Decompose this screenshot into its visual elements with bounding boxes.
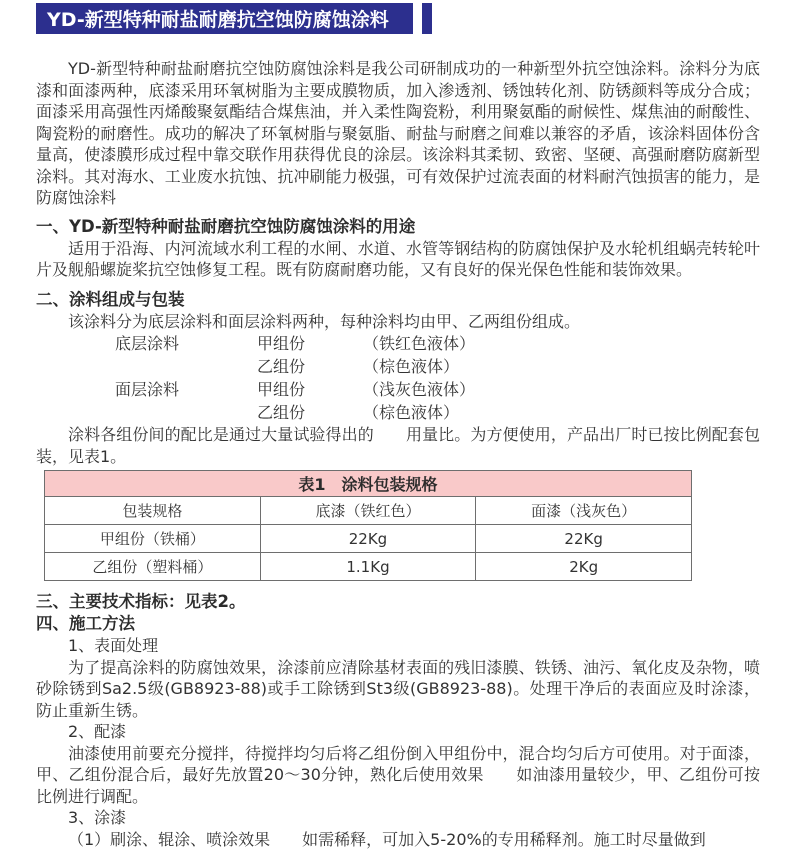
component-part: 乙组份 xyxy=(257,355,363,378)
table-cell: 22Kg xyxy=(260,525,476,553)
table-title: 表1 涂料包装规格 xyxy=(45,471,692,497)
table-row xyxy=(45,525,692,553)
section4-sub2-title: 2、配漆 xyxy=(36,721,760,743)
section2-heading: 二、涂料组成与包装 xyxy=(36,289,760,311)
table-title-row xyxy=(45,471,692,497)
section2-note: 涂料各组份间的配比是通过大量试验得出的 用量比。为方便使用，产品出厂时已按比例配套包装，见表1。 xyxy=(36,424,760,467)
section1-heading: 一、YD-新型特种耐盐耐磨抗空蚀防腐蚀涂料的用途 xyxy=(36,216,760,238)
component-list xyxy=(36,332,760,424)
document-body xyxy=(0,58,796,850)
table-row xyxy=(45,553,692,581)
component-color: （铁红色液体） xyxy=(363,332,475,355)
component-part: 甲组份 xyxy=(257,378,363,401)
component-row xyxy=(36,355,760,378)
table-cell: 22Kg xyxy=(476,525,692,553)
table-header-cell: 包装规格 xyxy=(45,497,261,525)
table-header-row xyxy=(45,497,692,525)
component-layer xyxy=(115,355,257,378)
table-header-cell: 底漆（铁红色） xyxy=(260,497,476,525)
component-color: （棕色液体） xyxy=(363,355,459,378)
table-header-cell: 面漆（浅灰色） xyxy=(476,497,692,525)
document-page xyxy=(0,3,796,835)
section1-body: 适用于沿海、内河流域水利工程的水闸、水道、水管等钢结构的防腐蚀保护及水轮机组蜗壳转轮叶片及舰船螺旋桨抗空蚀修复工程。既有防腐耐磨功能，又有良好的保光保色性能和装饰效果。 xyxy=(36,238,760,281)
component-color: （棕色液体） xyxy=(363,401,459,424)
component-part: 乙组份 xyxy=(257,401,363,424)
component-layer: 面层涂料 xyxy=(115,378,257,401)
section4-sub3-body: （1）刷涂、辊涂、喷涂效果 如需稀释，可加入5-20%的专用稀释剂。施工时尽量做到 xyxy=(36,829,760,850)
component-row xyxy=(36,401,760,424)
section4-sub3-title: 3、涂漆 xyxy=(36,807,760,829)
component-layer: 底层涂料 xyxy=(115,332,257,355)
table-cell: 甲组份（铁桶） xyxy=(45,525,261,553)
section4-heading: 四、施工方法 xyxy=(36,613,760,635)
section3-heading: 三、主要技术指标：见表2。 xyxy=(36,591,760,613)
page-title: YD-新型特种耐盐耐磨抗空蚀防腐蚀涂料 xyxy=(36,3,413,34)
component-layer xyxy=(115,401,257,424)
component-row xyxy=(36,332,760,355)
section4-sub2-body: 油漆使用前要充分搅拌，待搅拌均匀后将乙组份倒入甲组份中，混合均匀后方可使用。对于面漆，甲、乙组份混合后，最好先放置20～30分钟，熟化后使用效果 如油漆用量较少，甲、乙组份可按比例进行调配。 xyxy=(36,743,760,808)
table-cell: 2Kg xyxy=(476,553,692,581)
section4-sub1-body: 为了提高涂料的防腐蚀效果，涂漆前应清除基材表面的残旧漆膜、铁锈、油污、氧化皮及杂物，喷砂除锈到Sa2.5级(GB8923-88)或手工除锈到St3级(GB8923-88)。处理干净后的表面应及时涂漆，防止重新生锈。 xyxy=(36,657,760,722)
component-row xyxy=(36,378,760,401)
intro-paragraph: YD-新型特种耐盐耐磨抗空蚀防腐蚀涂料是我公司研制成功的一种新型外抗空蚀涂料。涂料分为底漆和面漆两种，底漆采用环氧树脂为主要成膜物质，加入渗透剂、锈蚀转化剂、防锈颜料等成分合成；面漆采用高强性丙烯酸聚氨酯结合煤焦油，并入柔性陶瓷粉，利用聚氨酯的耐候性、煤焦油的耐酸性、陶瓷粉的耐磨性。成功的解决了环氧树脂与聚氨脂、耐盐与耐磨之间难以兼容的矛盾，该涂料固体份含量高，使漆膜形成过程中靠交联作用获得优良的涂层。该涂料其柔韧、致密、坚硬、高强耐磨防腐新型涂料。其对海水、工业废水抗蚀、抗冲刷能力极强，可有效保护过流表面的材料耐汽蚀损害的能力，是防腐蚀涂料 xyxy=(36,58,760,209)
header-accent-bar xyxy=(422,3,432,34)
table-cell: 乙组份（塑料桶） xyxy=(45,553,261,581)
document-header xyxy=(36,3,796,34)
component-part: 甲组份 xyxy=(257,332,363,355)
table-cell: 1.1Kg xyxy=(260,553,476,581)
section4-sub1-title: 1、表面处理 xyxy=(36,635,760,657)
section2-body: 该涂料分为底层涂料和面层涂料两种，每种涂料均由甲、乙两组份组成。 xyxy=(36,311,760,333)
packaging-spec-table xyxy=(44,470,692,581)
component-color: （浅灰色液体） xyxy=(363,378,475,401)
